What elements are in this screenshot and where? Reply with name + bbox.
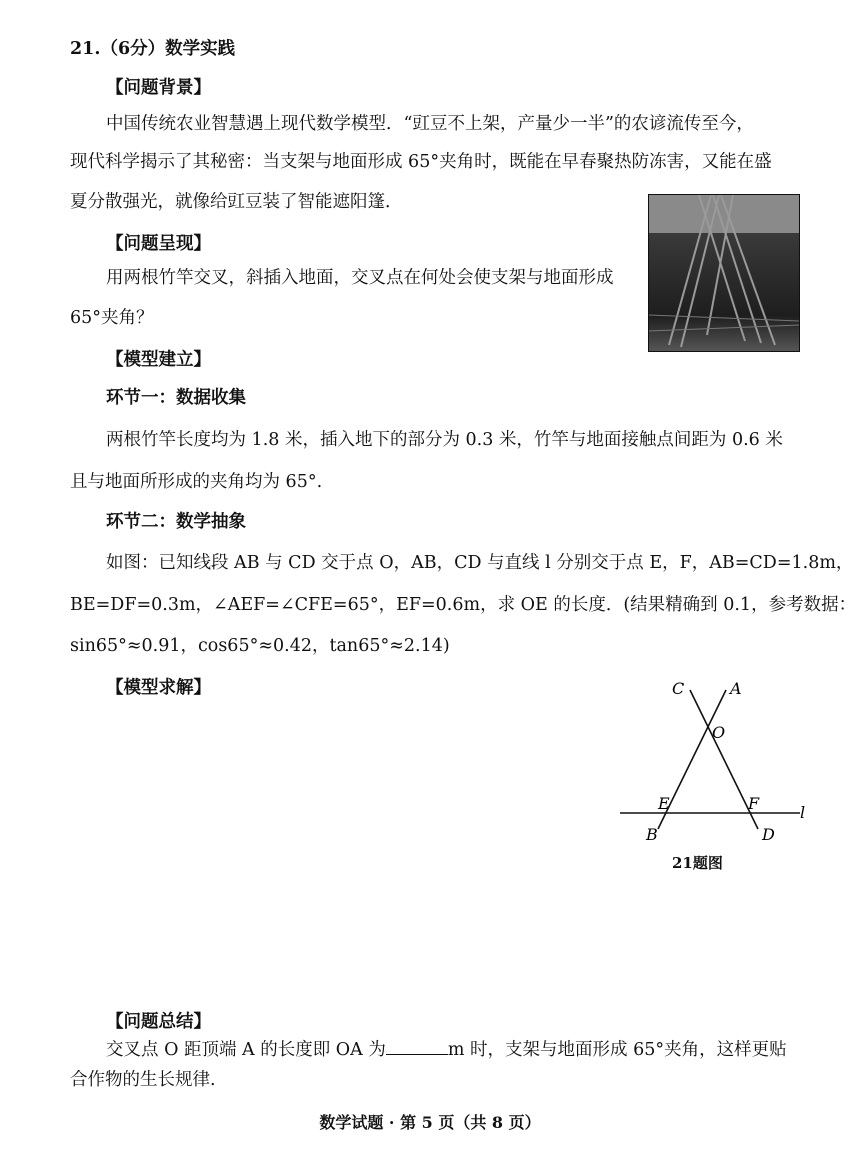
step1-text-2: 且与地面所形成的夹角均为 65°.: [70, 472, 323, 492]
summary-part-2: m 时，支架与地面形成 65°夹角，这样更贴: [447, 1040, 787, 1060]
model-heading: 【模型建立】: [106, 350, 211, 370]
present-heading: 【问题呈现】: [106, 234, 211, 254]
trellis-photo: [648, 194, 800, 352]
label-b: B: [646, 825, 658, 844]
answer-blank[interactable]: [386, 1036, 448, 1055]
step2-heading: 环节二：数学抽象: [106, 512, 246, 532]
background-text-2: 现代科学揭示了其秘密：当支架与地面形成 65°夹角时，既能在早春聚热防冻害，又能在盛: [70, 152, 772, 172]
label-o: O: [712, 723, 726, 742]
background-heading: 【问题背景】: [106, 78, 211, 98]
summary-part-1: 交叉点 O 距顶端 A 的长度即 OA 为: [106, 1040, 386, 1060]
summary-text-1: [106, 1036, 787, 1062]
label-d: D: [762, 825, 775, 844]
label-e: E: [658, 794, 670, 813]
page-footer: 数学试题 · 第 5 页（共 8 页）: [319, 1113, 541, 1132]
label-c: C: [672, 679, 685, 698]
step2-text-1: 如图：已知线段 AB 与 CD 交于点 O，AB，CD 与直线 l 分别交于点 E，F，AB=CD=1.8m，: [106, 553, 854, 573]
step1-heading: 环节一：数据收集: [106, 388, 246, 408]
summary-text-2: 合作物的生长规律.: [70, 1070, 216, 1090]
question-title: 21.（6分）数学实践: [70, 39, 236, 59]
step1-text-1: 两根竹竿长度均为 1.8 米，插入地下的部分为 0.3 米，竹竿与地面接触点间距为 0.6 米: [106, 430, 783, 450]
label-f: F: [748, 794, 760, 813]
solve-heading: 【模型求解】: [106, 678, 211, 698]
present-text-1: 用两根竹竿交叉，斜插入地面，交叉点在何处会使支架与地面形成: [106, 268, 614, 288]
summary-heading: 【问题总结】: [106, 1012, 211, 1032]
background-text-1: 中国传统农业智慧遇上现代数学模型．“豇豆不上架，产量少一半”的农谚流传至今，: [106, 114, 754, 134]
label-l: l: [800, 803, 806, 822]
figure-caption: 21题图: [672, 854, 723, 872]
step2-text-3: sin65°≈0.91，cos65°≈0.42，tan65°≈2.14): [70, 636, 450, 656]
label-a: A: [730, 679, 742, 698]
background-text-3: 夏分散强光，就像给豇豆装了智能遮阳篷．: [70, 192, 403, 212]
geometry-figure: [600, 672, 830, 882]
present-text-2: 65°夹角？: [70, 308, 154, 328]
step2-text-2: BE=DF=0.3m，∠AEF=∠CFE=65°，EF=0.6m，求 OE 的长度．(结果精确到 0.1，参考数据：: [70, 595, 857, 615]
